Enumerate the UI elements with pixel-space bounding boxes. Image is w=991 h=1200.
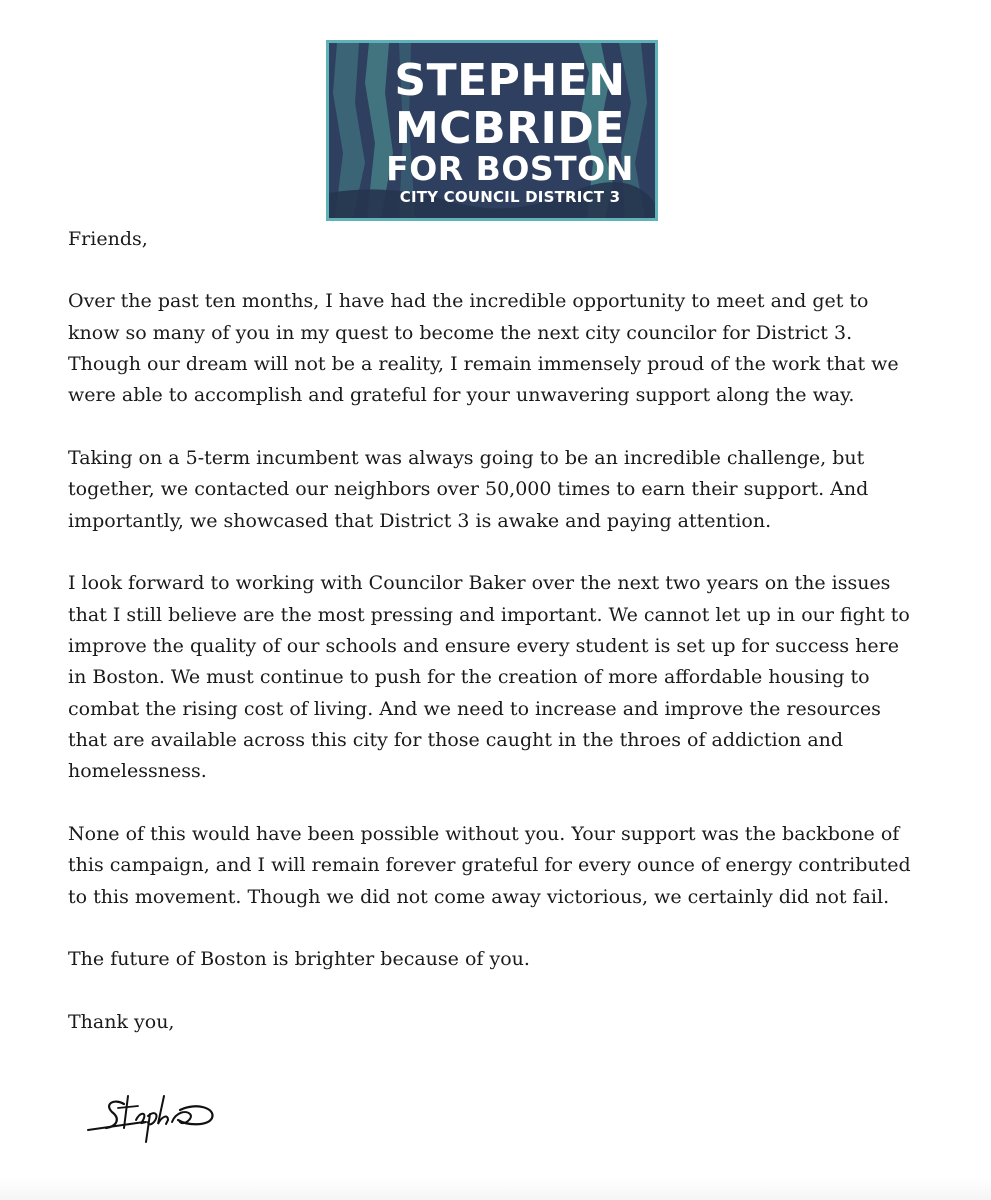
letter-body (68, 224, 918, 1070)
letter-greeting: Friends, (68, 228, 148, 250)
logo-line-office: CITY COUNCIL DISTRICT 3 (399, 188, 621, 206)
letter-paragraph: Over the past ten months, I have had the incredible opportunity to meet and get to know so many of you in my quest to become the next city councilor for District 3. Though our dream will not be a reality, I remain immensely proud of the work that we were able to accomplish and grateful for your unwavering support along the way. (68, 290, 899, 407)
letter-paragraph: None of this would have been possible without you. Your support was the backbone of this campaign, and I will remain forever grateful for every ounce of energy contributed to this movement. Though we did not come away victorious, we certainly did not fail. (68, 822, 911, 908)
letter-closing: Thank you, (68, 1011, 175, 1034)
letter-paragraph: I look forward to working with Councilor Baker over the next two years on the issues that I still believe are the most pressing and important. We cannot let up in our fight to improve the quality of our schools and ensure every student is set up for success here in Boston. We must continue to push for the creation of more affordable housing to combat the rising cost of living. And we need to increase and improve the resources that are available across this city for those caught in the throes of addiction and homelessness. (68, 572, 910, 783)
logo-line-name-last: MCBRIDE (395, 103, 625, 154)
letter-paragraph: Taking on a 5-term incumbent was always going to be an incredible challenge, but together, we contacted our neighbors over 50,000 times to earn their support. And importantly, we showcased that District 3 is awake and paying attention. (68, 446, 869, 532)
letter-paragraph: The future of Boston is brighter because of you. (68, 948, 530, 971)
signature-graphic (84, 1084, 224, 1148)
logo-line-name-first: STEPHEN (394, 55, 626, 106)
handwritten-signature (84, 1084, 224, 1148)
page-bottom-shadow (0, 1178, 991, 1200)
logo-line-city: FOR BOSTON (386, 149, 634, 188)
campaign-logo (326, 40, 658, 221)
